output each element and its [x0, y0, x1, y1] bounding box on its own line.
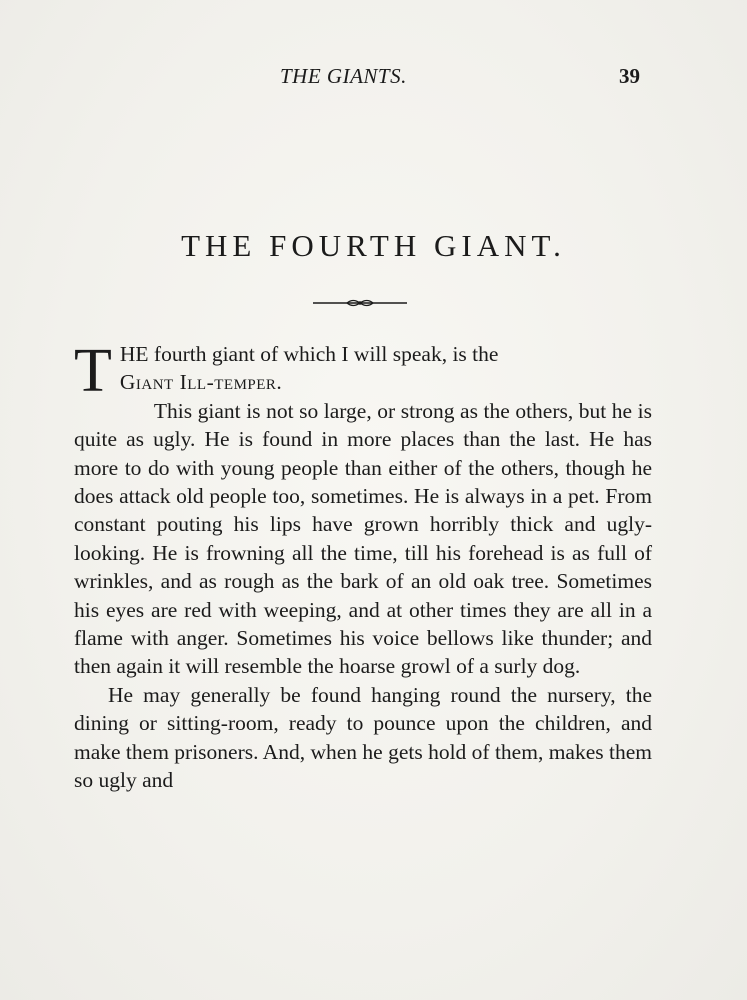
chapter-title: THE FOURTH GIANT.	[181, 228, 566, 263]
title-ornament	[313, 296, 407, 310]
body-text	[74, 337, 652, 795]
drop-cap: T	[74, 337, 112, 405]
opening-line: HE fourth giant of which I will speak, is the	[119, 342, 499, 366]
running-header	[0, 64, 747, 94]
opening-paragraph	[74, 337, 652, 405]
page-number: 39	[619, 64, 640, 88]
paragraph-1: This giant is not so large, or strong as the others, but he is quite as ugly. He is found in more places than the last. He has more to do with young people than either of the others, though he does attack old people too, sometimes. He is always in a pet. From constant pouting his lips have grown horribly thick and ugly-looking. He is frowning all the time, till his forehead is as full of wrinkles, and as rough as the bark of an old oak tree. Sometimes his eyes are red with weeping, and at other times they are all in a flame with anger. Sometimes his voice bellows like thunder; and then again it will resemble the hoarse growl of a surly dog.	[74, 398, 652, 679]
giant-name: Giant Ill-temper.	[119, 370, 283, 395]
paragraph-2: He may generally be found hanging round the nursery, the dining or sitting-room, ready to pounce upon the children, and make them prisoners. And, when he gets hold of them, makes them so ugly and	[74, 682, 652, 793]
running-title: THE GIANTS.	[280, 64, 407, 88]
